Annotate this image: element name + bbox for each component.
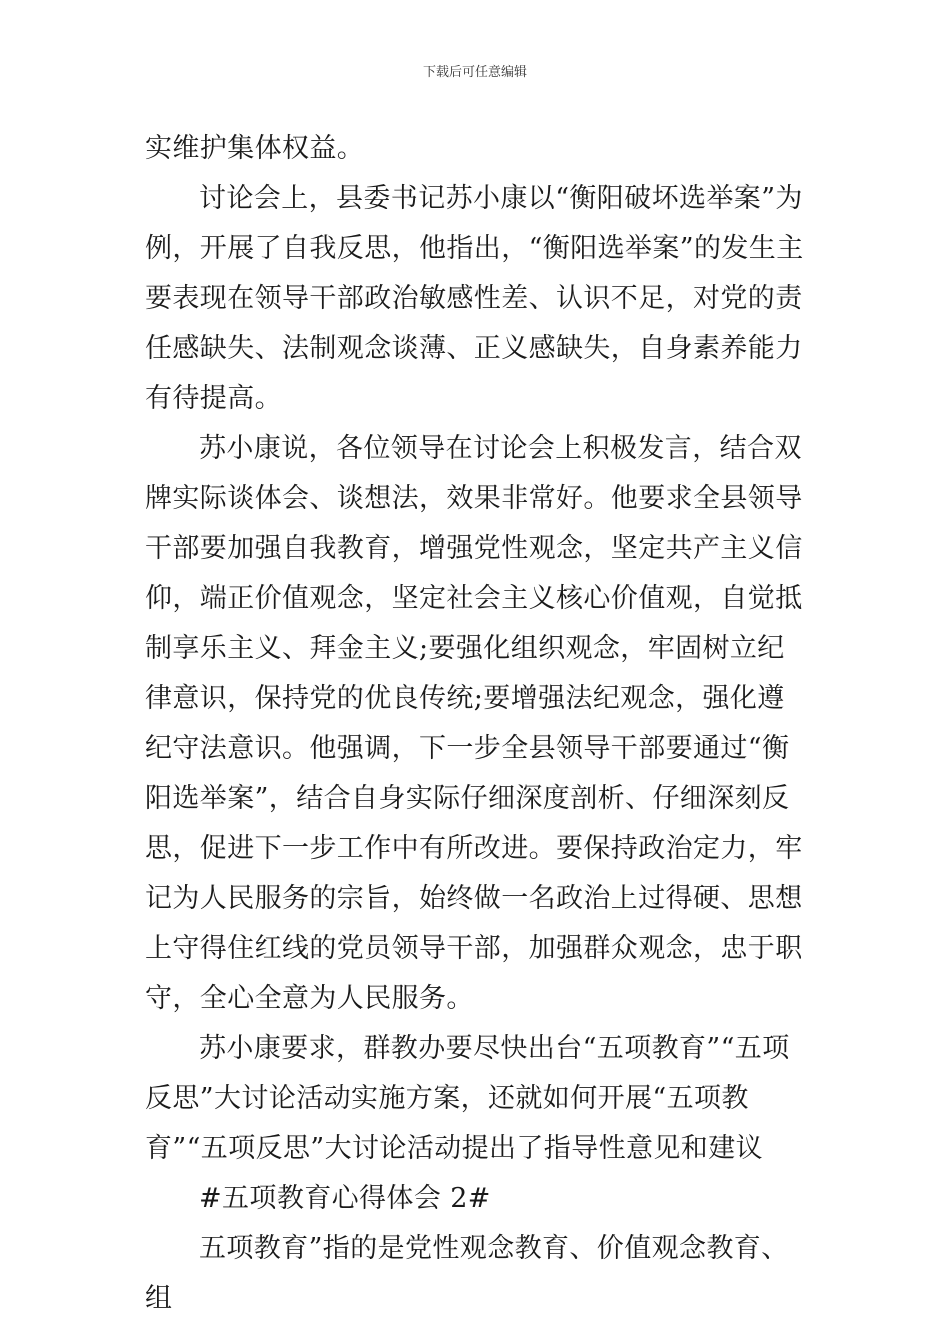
paragraph-4: 苏小康要求，群教办要尽快出台“五项教育”“五项反思”大讨论活动实施方案，还就如何开展“五项教育”“五项反思”大讨论活动提出了指导性意见和建议 bbox=[145, 1033, 790, 1164]
paragraph-3: 苏小康说，各位领导在讨论会上积极发言，结合双牌实际谈体会、谈想法，效果非常好。他要求全县领导干部要加强自我教育，增强党性观念，坚定共产主义信仰，端正价值观念，坚定社会主义核心价值观，自觉抵制享乐主义、拜金主义;要强化组织观念，牢固树立纪律意识，保持党的优良传统;要增强法纪观念，强化遵纪守法意识。他强调，下一步全县领导干部要通过“衡阳选举案”，结合自身实际仔细深度剖析、仔细深刻反思，促进下一步工作中有所改进。要保持政治定力，牢记为人民服务的宗旨，始终做一名政治上过得硬、思想上守得住红线的党员领导干部，加强群众观念，忠于职守，全心全意为人民服务。 bbox=[145, 433, 803, 1014]
page-header-note: 下载后可任意编辑 bbox=[422, 65, 527, 80]
paragraph-2: 讨论会上，县委书记苏小康以“衡阳破坏选举案”为例，开展了自我反思，他指出，“衡阳选举案”的发生主要表现在领导干部政治敏感性差、认识不足，对党的责任感缺失、法制观念谈薄、正义感缺失，自身素养能力有待提高。 bbox=[145, 183, 804, 414]
paragraph-1: 实维护集体权益。 bbox=[145, 133, 365, 164]
section-heading: #五项教育心得体会 2# bbox=[199, 1183, 491, 1214]
document-body bbox=[145, 124, 810, 1324]
paragraph-5: 五项教育”指的是党性观念教育、价值观念教育、组 bbox=[145, 1233, 789, 1314]
